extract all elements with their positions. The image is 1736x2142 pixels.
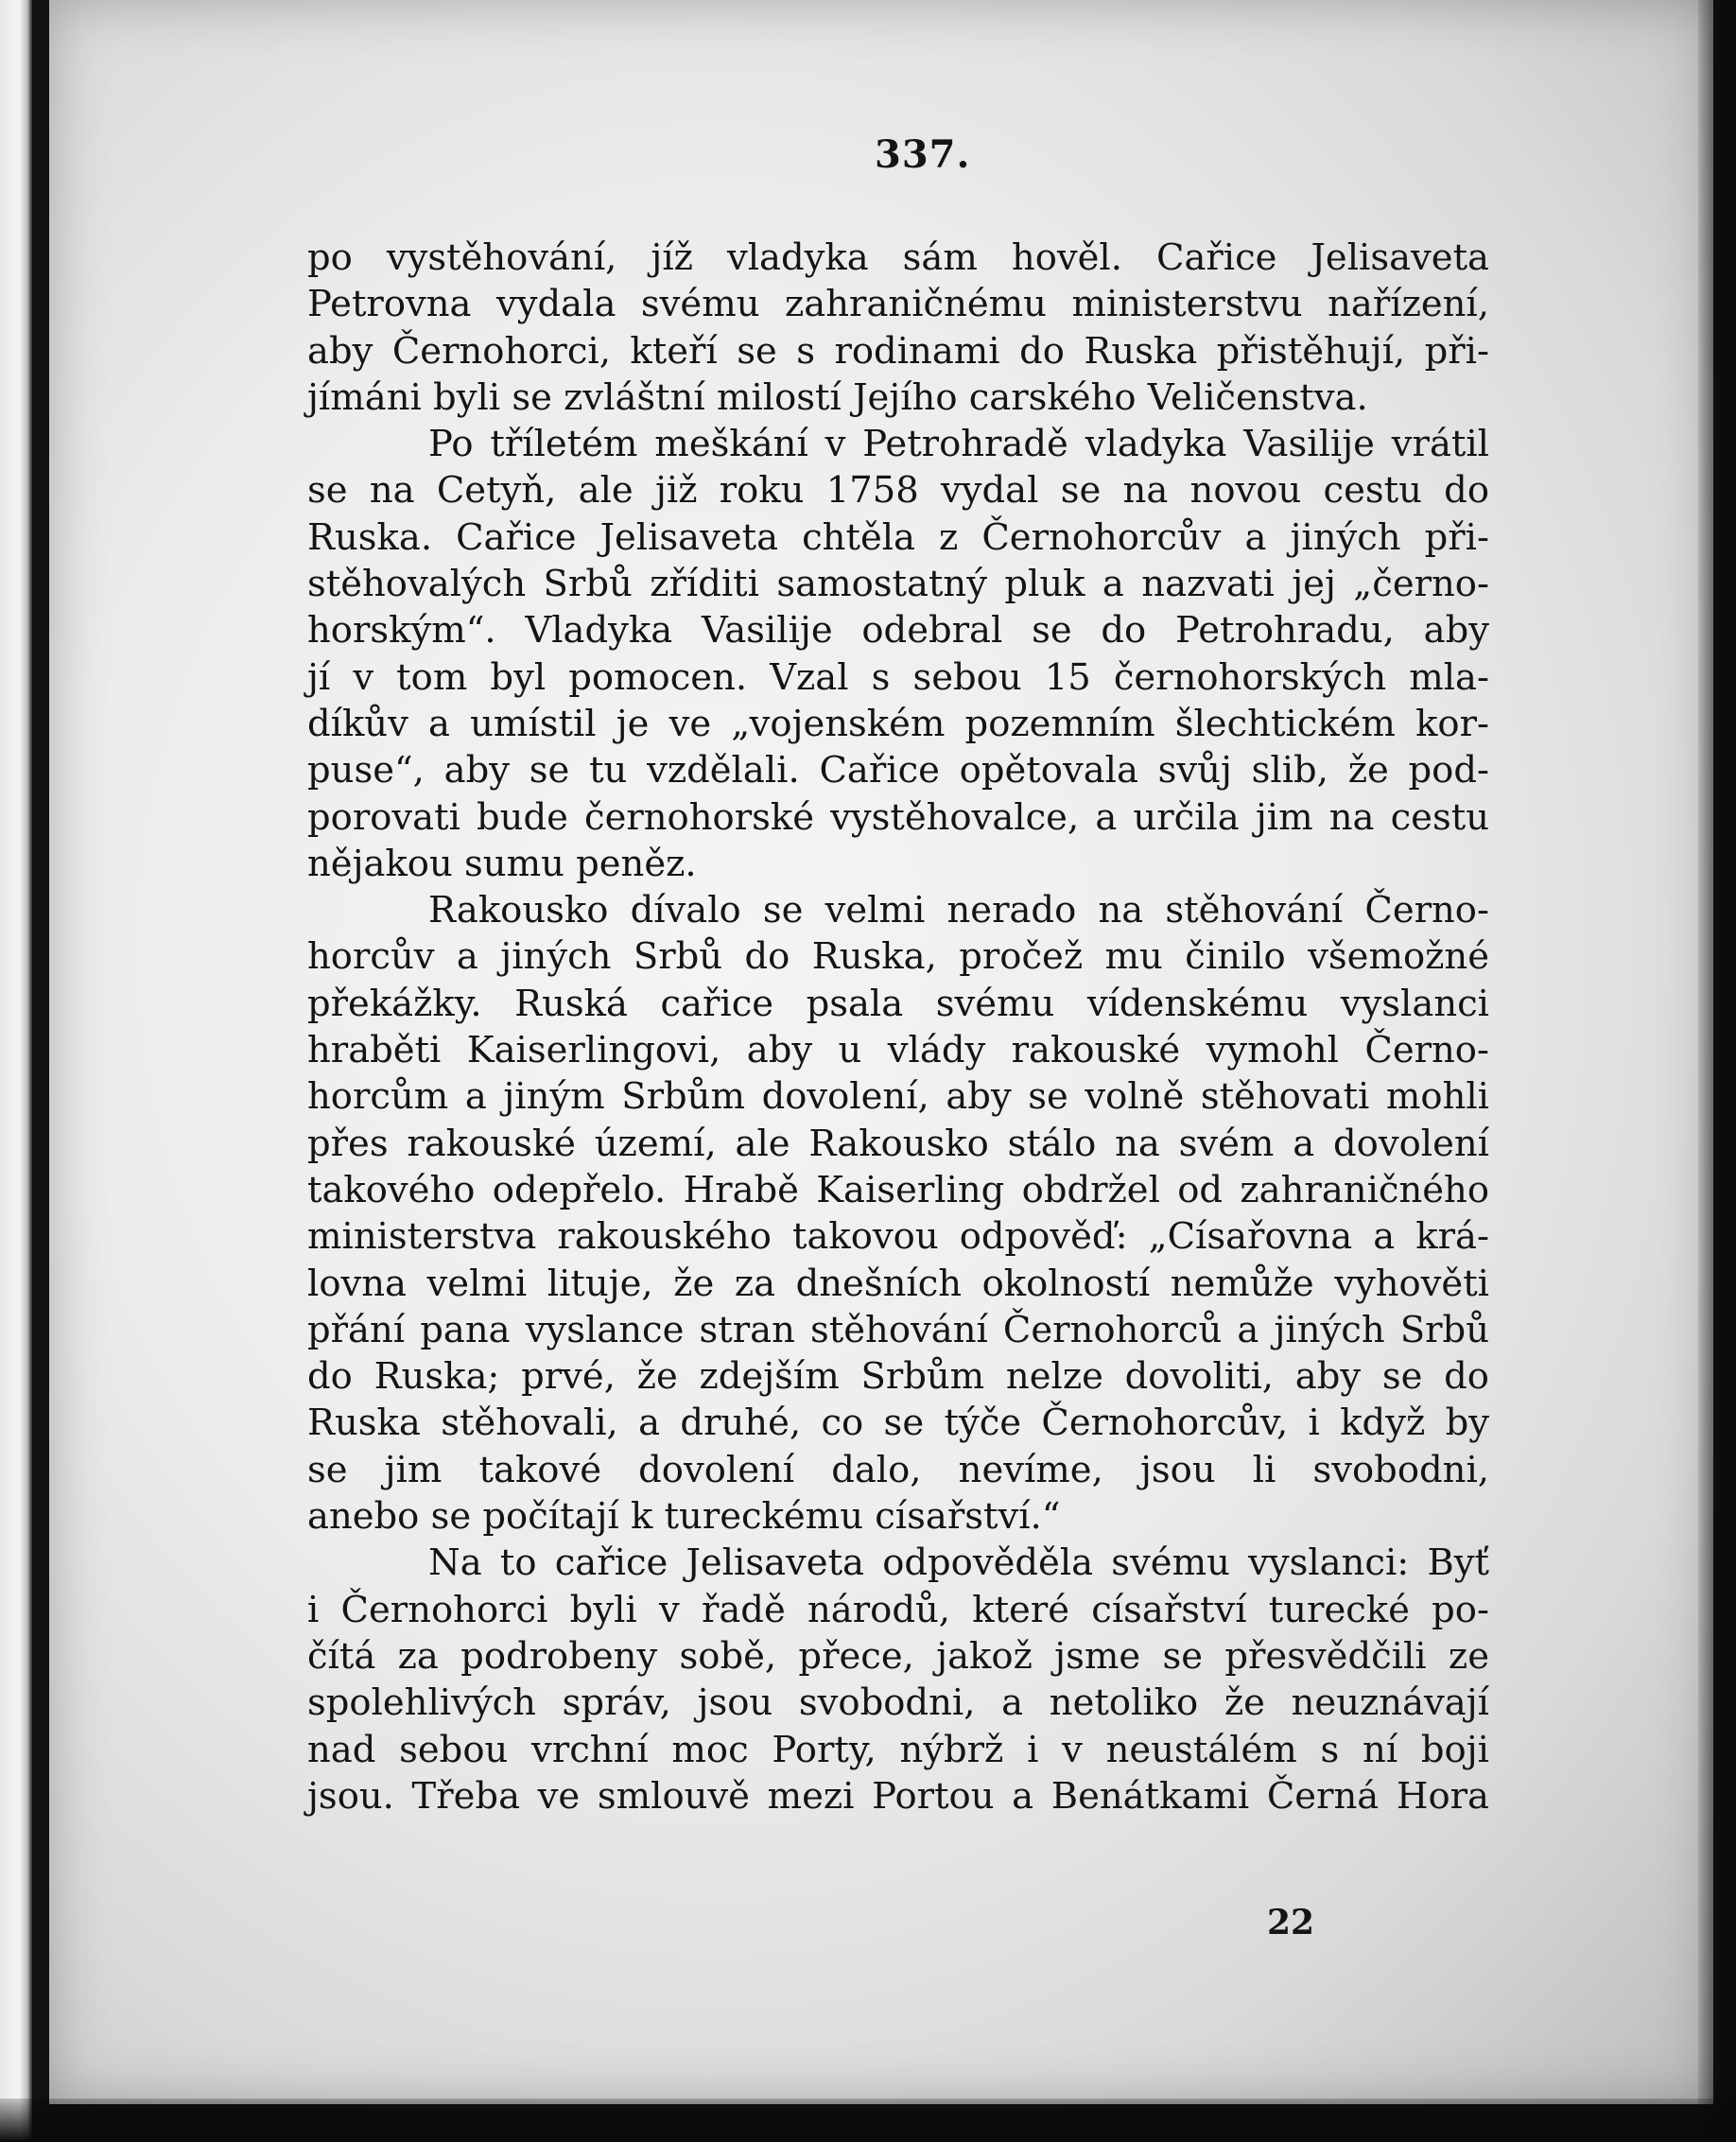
text-line: jsou. Třeba ve smlouvě mezi Portou a Benátkami Černá Hora xyxy=(307,1774,1489,1818)
text-line: překážky. Ruská cařice psala svému vídenskému vyslanci xyxy=(307,982,1489,1025)
text-line: přání pana vyslance stran stěhování Černohorců a jiných Srbů xyxy=(307,1308,1489,1351)
text-line: po vystěhování, jíž vladyka sám hověl. Cařice Jelisaveta xyxy=(307,236,1489,279)
text-line: hraběti Kaiserlingovi, aby u vlády rakouské vymohl Černo- xyxy=(307,1029,1489,1072)
text-line: Rakousko dívalo se velmi nerado na stěhování Černo- xyxy=(428,889,1489,932)
text-line: Na to cařice Jelisaveta odpověděla svému vyslanci: Byť xyxy=(428,1541,1489,1585)
signature-mark: 22 xyxy=(1267,1903,1315,1942)
text-line: jí v tom byl pomocen. Vzal s sebou 15 černohorských mla- xyxy=(307,655,1489,699)
text-line: nad sebou vrchní moc Porty, nýbrž i v neustálém s ní boji xyxy=(307,1728,1489,1771)
text-line: jímáni byli se zvláštní milostí Jejího carského Veličenstva. xyxy=(307,375,1368,419)
text-line: porovati bude černohorské vystěhovalce, a určila jim na cestu xyxy=(307,795,1489,839)
text-line: se jim takové dovolení dalo, nevíme, jsou li svobodni, xyxy=(307,1448,1489,1491)
text-line: díkův a umístil je ve „vojenském pozemním šlechtickém kor- xyxy=(307,702,1489,745)
text-line: Ruska stěhovali, a druhé, co se týče Černohorcův, i když by xyxy=(307,1402,1489,1445)
text-line: čítá za podrobeny sobě, přece, jakož jsme se přesvědčili ze xyxy=(307,1634,1489,1678)
text-line: takového odepřelo. Hrabě Kaiserling obdržel od zahraničného xyxy=(307,1168,1489,1211)
facing-page-edge xyxy=(0,0,32,2142)
text-line: horcům a jiným Srbům dovolení, aby se volně stěhovati mohli xyxy=(307,1075,1489,1119)
text-line: spolehlivých správ, jsou svobodni, a netoliko že neuznávají xyxy=(307,1681,1489,1725)
text-line: Petrovna vydala svému zahraničnému ministerstvu nařízení, xyxy=(307,283,1489,326)
page-number: 337. xyxy=(875,132,971,177)
text-line: ministerstva rakouského takovou odpověď: „Císařovna a krá- xyxy=(307,1215,1489,1259)
text-line: stěhovalých Srbů zříditi samostatný pluk a nazvati jej „černo- xyxy=(307,563,1489,606)
scan-right-shadow xyxy=(1698,0,1736,2142)
text-line: horským“. Vladyka Vasilije odebral se do Petrohradu, aby xyxy=(307,609,1489,653)
text-line: i Černohorci byli v řadě národů, které císařství turecké po- xyxy=(307,1588,1489,1631)
text-line: do Ruska; prvé, že zdejším Srbům nelze dovoliti, aby se do xyxy=(307,1355,1489,1399)
text-line: lovna velmi lituje, že za dnešních okolností nemůže vyhověti xyxy=(307,1262,1489,1305)
text-line: horcův a jiných Srbů do Ruska, pročež mu činilo všemožné xyxy=(307,935,1489,979)
scan-bottom-shadow xyxy=(0,2098,1736,2142)
text-line: nějakou sumu peněz. xyxy=(307,842,697,885)
text-line: se na Cetyň, ale již roku 1758 vydal se na novou cestu do xyxy=(307,469,1489,513)
text-line: přes rakouské území, ale Rakousko stálo na svém a dovolení xyxy=(307,1122,1489,1165)
text-line: anebo se počítají k tureckému císařství.“ xyxy=(307,1495,1061,1539)
text-line: puse“, aby se tu vzdělali. Cařice opětovala svůj slib, že pod- xyxy=(307,749,1489,792)
body-text xyxy=(307,235,1489,1820)
text-line: aby Černohorci, kteří se s rodinami do Ruska přistěhují, při- xyxy=(307,329,1489,373)
text-line: Ruska. Cařice Jelisaveta chtěla z Černohorcův a jiných při- xyxy=(307,515,1489,559)
text-line: Po tříletém meškání v Petrohradě vladyka Vasilije vrátil xyxy=(428,423,1489,466)
